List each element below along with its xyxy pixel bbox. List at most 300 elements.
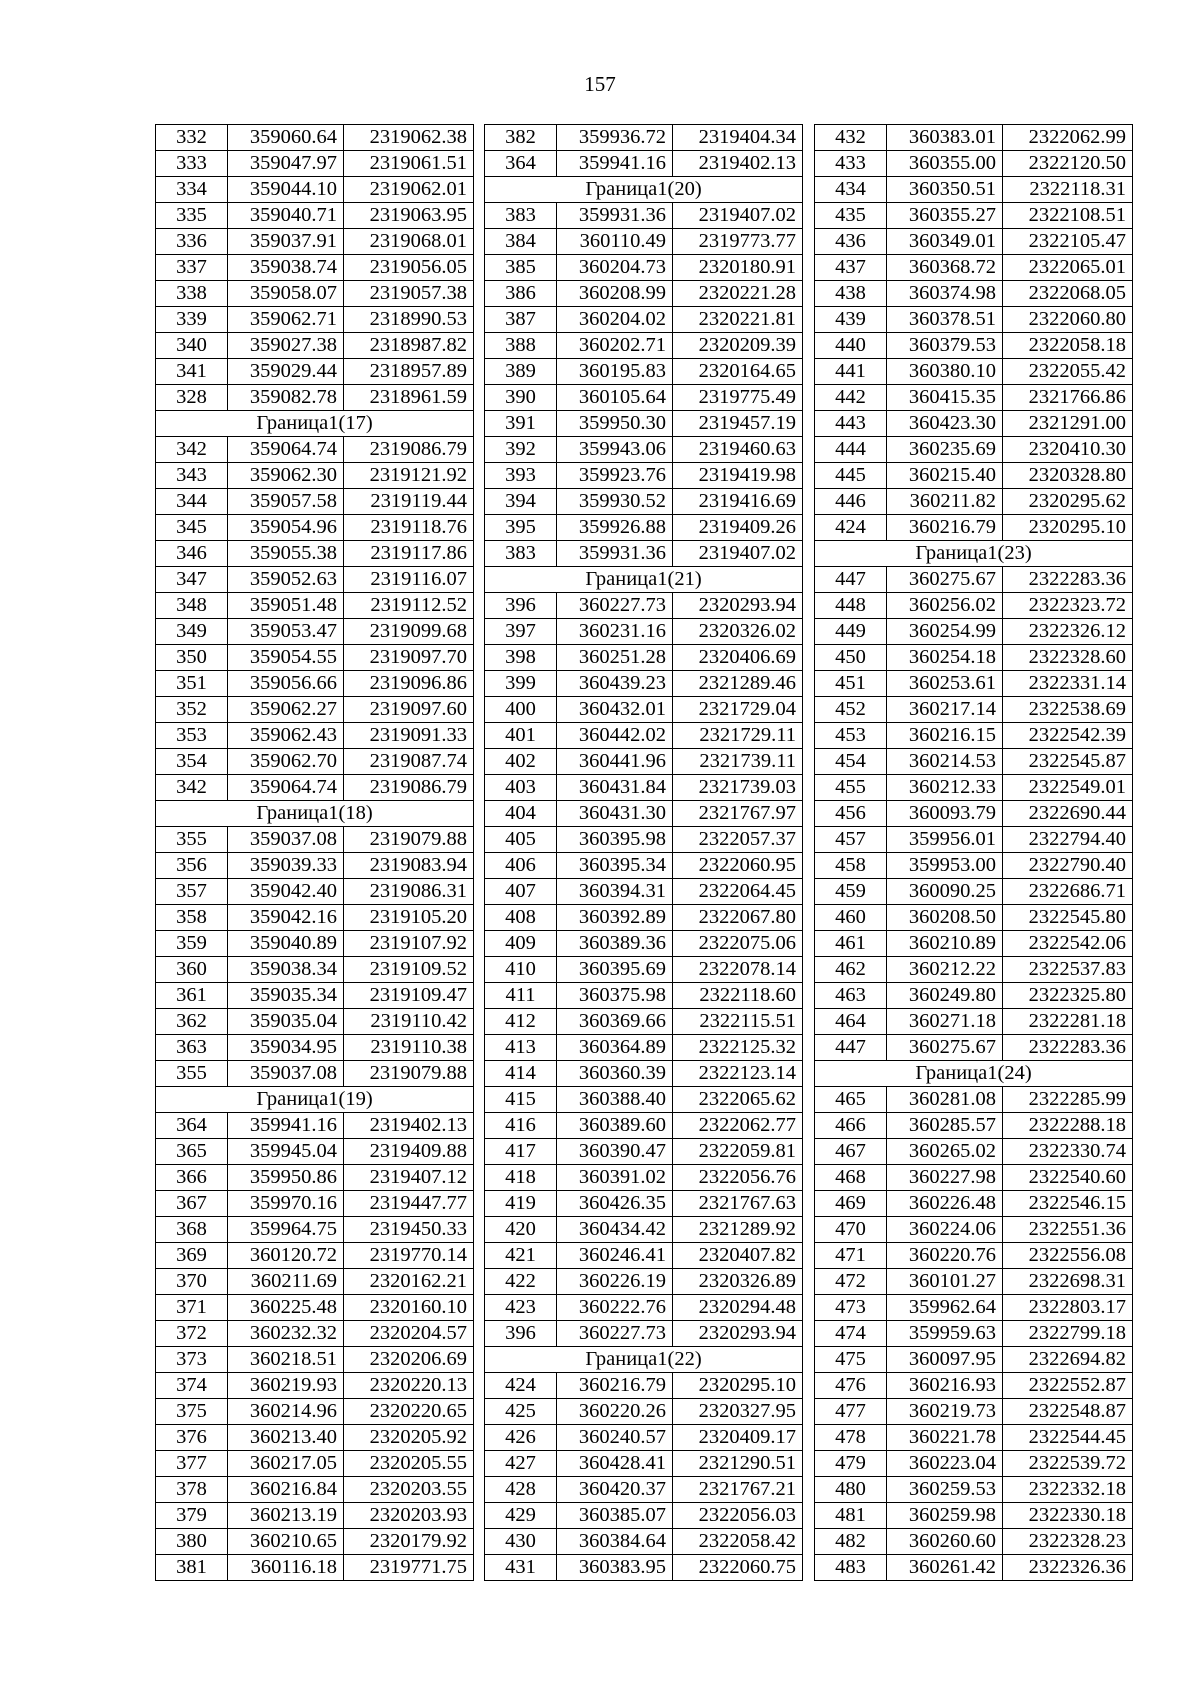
point-number: 337	[156, 255, 228, 281]
y-coordinate: 2320328.80	[1003, 463, 1133, 489]
table-row	[485, 1295, 803, 1321]
x-coordinate: 360259.98	[887, 1503, 1003, 1529]
y-coordinate: 2319105.20	[344, 905, 474, 931]
table-row	[485, 1139, 803, 1165]
y-coordinate: 2322065.62	[673, 1087, 803, 1113]
x-coordinate: 359923.76	[557, 463, 673, 489]
x-coordinate: 359037.08	[228, 827, 344, 853]
x-coordinate: 359950.86	[228, 1165, 344, 1191]
y-coordinate: 2319096.86	[344, 671, 474, 697]
table-row	[485, 463, 803, 489]
boundary-header: Граница1(24)	[815, 1061, 1133, 1087]
x-coordinate: 360275.67	[887, 1035, 1003, 1061]
y-coordinate: 2321739.11	[673, 749, 803, 775]
point-number: 372	[156, 1321, 228, 1347]
table-row	[156, 1035, 474, 1061]
x-coordinate: 360395.98	[557, 827, 673, 853]
table-row	[815, 411, 1133, 437]
x-coordinate: 360426.35	[557, 1191, 673, 1217]
table-row	[485, 931, 803, 957]
x-coordinate: 360369.66	[557, 1009, 673, 1035]
y-coordinate: 2319083.94	[344, 853, 474, 879]
x-coordinate: 360216.93	[887, 1373, 1003, 1399]
y-coordinate: 2320406.69	[673, 645, 803, 671]
x-coordinate: 360212.33	[887, 775, 1003, 801]
table-row	[815, 1269, 1133, 1295]
table-row	[815, 567, 1133, 593]
point-number: 376	[156, 1425, 228, 1451]
table-row	[485, 1061, 803, 1087]
y-coordinate: 2322055.42	[1003, 359, 1133, 385]
table-row	[156, 1061, 474, 1087]
y-coordinate: 2322331.14	[1003, 671, 1133, 697]
point-number: 409	[485, 931, 557, 957]
point-number: 368	[156, 1217, 228, 1243]
point-number: 398	[485, 645, 557, 671]
table-row	[815, 437, 1133, 463]
point-number: 440	[815, 333, 887, 359]
y-coordinate: 2319447.77	[344, 1191, 474, 1217]
table-row	[815, 1451, 1133, 1477]
y-coordinate: 2318957.89	[344, 359, 474, 385]
table-row	[156, 827, 474, 853]
x-coordinate: 359959.63	[887, 1321, 1003, 1347]
boundary-header: Граница1(20)	[485, 177, 803, 203]
y-coordinate: 2322056.03	[673, 1503, 803, 1529]
point-number: 405	[485, 827, 557, 853]
y-coordinate: 2322690.44	[1003, 801, 1133, 827]
y-coordinate: 2322060.75	[673, 1555, 803, 1581]
point-number: 371	[156, 1295, 228, 1321]
point-number: 444	[815, 437, 887, 463]
table-row	[485, 255, 803, 281]
y-coordinate: 2322545.87	[1003, 749, 1133, 775]
x-coordinate: 359042.40	[228, 879, 344, 905]
y-coordinate: 2322281.18	[1003, 1009, 1133, 1035]
table-row	[815, 1217, 1133, 1243]
table-row	[485, 645, 803, 671]
point-number: 471	[815, 1243, 887, 1269]
x-coordinate: 360216.84	[228, 1477, 344, 1503]
x-coordinate: 359057.58	[228, 489, 344, 515]
point-number: 417	[485, 1139, 557, 1165]
point-number: 352	[156, 697, 228, 723]
point-number: 421	[485, 1243, 557, 1269]
table-row	[156, 541, 474, 567]
y-coordinate: 2319109.52	[344, 957, 474, 983]
point-number: 429	[485, 1503, 557, 1529]
boundary-header-row	[815, 541, 1133, 567]
x-coordinate: 359936.72	[557, 125, 673, 151]
table-row	[156, 957, 474, 983]
y-coordinate: 2318990.53	[344, 307, 474, 333]
table-row	[485, 359, 803, 385]
point-number: 430	[485, 1529, 557, 1555]
y-coordinate: 2320180.91	[673, 255, 803, 281]
y-coordinate: 2322323.72	[1003, 593, 1133, 619]
y-coordinate: 2322790.40	[1003, 853, 1133, 879]
x-coordinate: 359054.96	[228, 515, 344, 541]
x-coordinate: 360428.41	[557, 1451, 673, 1477]
point-number: 358	[156, 905, 228, 931]
point-number: 361	[156, 983, 228, 1009]
point-number: 363	[156, 1035, 228, 1061]
x-coordinate: 360254.18	[887, 645, 1003, 671]
table-row	[485, 1477, 803, 1503]
table-row	[485, 1451, 803, 1477]
x-coordinate: 359956.01	[887, 827, 1003, 853]
y-coordinate: 2319063.95	[344, 203, 474, 229]
table-row	[485, 1373, 803, 1399]
y-coordinate: 2320179.92	[344, 1529, 474, 1555]
table-row	[485, 203, 803, 229]
y-coordinate: 2319419.98	[673, 463, 803, 489]
x-coordinate: 360254.99	[887, 619, 1003, 645]
boundary-header-row	[156, 411, 474, 437]
table-row	[815, 1425, 1133, 1451]
point-number: 346	[156, 541, 228, 567]
point-number: 391	[485, 411, 557, 437]
table-row	[156, 1399, 474, 1425]
y-coordinate: 2319086.79	[344, 437, 474, 463]
table-row	[815, 723, 1133, 749]
point-number: 443	[815, 411, 887, 437]
table-row	[815, 281, 1133, 307]
table-row	[156, 203, 474, 229]
point-number: 393	[485, 463, 557, 489]
point-number: 434	[815, 177, 887, 203]
page-number: 157	[584, 72, 616, 96]
table-row	[156, 1243, 474, 1269]
point-number: 420	[485, 1217, 557, 1243]
table-row	[815, 125, 1133, 151]
x-coordinate: 360210.89	[887, 931, 1003, 957]
point-number: 384	[485, 229, 557, 255]
x-coordinate: 359029.44	[228, 359, 344, 385]
x-coordinate: 359034.95	[228, 1035, 344, 1061]
point-number: 436	[815, 229, 887, 255]
x-coordinate: 360261.42	[887, 1555, 1003, 1581]
point-number: 336	[156, 229, 228, 255]
x-coordinate: 360223.04	[887, 1451, 1003, 1477]
y-coordinate: 2319407.02	[673, 541, 803, 567]
table-row	[815, 749, 1133, 775]
table-row	[485, 437, 803, 463]
x-coordinate: 359037.08	[228, 1061, 344, 1087]
point-number: 465	[815, 1087, 887, 1113]
table-row	[156, 1477, 474, 1503]
point-number: 379	[156, 1503, 228, 1529]
table-row	[815, 1035, 1133, 1061]
y-coordinate: 2320327.95	[673, 1399, 803, 1425]
point-number: 433	[815, 151, 887, 177]
boundary-header: Граница1(23)	[815, 541, 1133, 567]
table-row	[156, 905, 474, 931]
x-coordinate: 360120.72	[228, 1243, 344, 1269]
table-row	[156, 1347, 474, 1373]
point-number: 343	[156, 463, 228, 489]
x-coordinate: 360101.27	[887, 1269, 1003, 1295]
y-coordinate: 2322283.36	[1003, 1035, 1133, 1061]
table-row	[485, 1399, 803, 1425]
y-coordinate: 2322542.06	[1003, 931, 1133, 957]
y-coordinate: 2320295.10	[1003, 515, 1133, 541]
y-coordinate: 2319061.51	[344, 151, 474, 177]
y-coordinate: 2322065.01	[1003, 255, 1133, 281]
y-coordinate: 2319110.42	[344, 1009, 474, 1035]
x-coordinate: 359931.36	[557, 203, 673, 229]
point-number: 445	[815, 463, 887, 489]
table-row	[815, 151, 1133, 177]
point-number: 406	[485, 853, 557, 879]
x-coordinate: 360260.60	[887, 1529, 1003, 1555]
point-number: 478	[815, 1425, 887, 1451]
y-coordinate: 2319119.44	[344, 489, 474, 515]
table-row	[485, 749, 803, 775]
x-coordinate: 359945.04	[228, 1139, 344, 1165]
y-coordinate: 2322551.36	[1003, 1217, 1133, 1243]
y-coordinate: 2319086.79	[344, 775, 474, 801]
point-number: 437	[815, 255, 887, 281]
point-number: 482	[815, 1529, 887, 1555]
table-row	[815, 203, 1133, 229]
y-coordinate: 2322078.14	[673, 957, 803, 983]
y-coordinate: 2321739.03	[673, 775, 803, 801]
x-coordinate: 360220.26	[557, 1399, 673, 1425]
table-row	[485, 1087, 803, 1113]
table-row	[815, 1529, 1133, 1555]
x-coordinate: 360383.01	[887, 125, 1003, 151]
y-coordinate: 2321729.04	[673, 697, 803, 723]
x-coordinate: 360215.40	[887, 463, 1003, 489]
boundary-header-row	[156, 801, 474, 827]
point-number: 451	[815, 671, 887, 697]
y-coordinate: 2320326.02	[673, 619, 803, 645]
y-coordinate: 2322330.18	[1003, 1503, 1133, 1529]
x-coordinate: 360097.95	[887, 1347, 1003, 1373]
point-number: 394	[485, 489, 557, 515]
x-coordinate: 360395.34	[557, 853, 673, 879]
x-coordinate: 360246.41	[557, 1243, 673, 1269]
point-number: 342	[156, 437, 228, 463]
x-coordinate: 360374.98	[887, 281, 1003, 307]
x-coordinate: 360423.30	[887, 411, 1003, 437]
y-coordinate: 2319775.49	[673, 385, 803, 411]
y-coordinate: 2319404.34	[673, 125, 803, 151]
x-coordinate: 360379.53	[887, 333, 1003, 359]
y-coordinate: 2319057.38	[344, 281, 474, 307]
table-row	[815, 775, 1133, 801]
point-number: 401	[485, 723, 557, 749]
point-number: 454	[815, 749, 887, 775]
point-number: 328	[156, 385, 228, 411]
y-coordinate: 2322542.39	[1003, 723, 1133, 749]
x-coordinate: 360388.40	[557, 1087, 673, 1113]
x-coordinate: 359062.30	[228, 463, 344, 489]
y-coordinate: 2322548.87	[1003, 1399, 1133, 1425]
table-row	[156, 437, 474, 463]
y-coordinate: 2321290.51	[673, 1451, 803, 1477]
table-row	[156, 567, 474, 593]
x-coordinate: 359038.74	[228, 255, 344, 281]
table-row	[815, 177, 1133, 203]
point-number: 457	[815, 827, 887, 853]
table-row	[156, 983, 474, 1009]
y-coordinate: 2319087.74	[344, 749, 474, 775]
boundary-header: Граница1(17)	[156, 411, 474, 437]
x-coordinate: 359042.16	[228, 905, 344, 931]
y-coordinate: 2319079.88	[344, 1061, 474, 1087]
point-number: 428	[485, 1477, 557, 1503]
point-number: 392	[485, 437, 557, 463]
x-coordinate: 359038.34	[228, 957, 344, 983]
table-row	[156, 879, 474, 905]
x-coordinate: 359062.43	[228, 723, 344, 749]
x-coordinate: 359051.48	[228, 593, 344, 619]
point-number: 396	[485, 1321, 557, 1347]
point-number: 378	[156, 1477, 228, 1503]
y-coordinate: 2319773.77	[673, 229, 803, 255]
y-coordinate: 2319062.38	[344, 125, 474, 151]
x-coordinate: 359930.52	[557, 489, 673, 515]
table-row	[815, 1373, 1133, 1399]
point-number: 460	[815, 905, 887, 931]
table-row	[485, 1113, 803, 1139]
y-coordinate: 2320205.55	[344, 1451, 474, 1477]
y-coordinate: 2320205.92	[344, 1425, 474, 1451]
table-row	[156, 1217, 474, 1243]
point-number: 340	[156, 333, 228, 359]
table-row	[485, 1243, 803, 1269]
x-coordinate: 359950.30	[557, 411, 673, 437]
table-row	[156, 1503, 474, 1529]
table-row	[815, 463, 1133, 489]
table-row	[485, 983, 803, 1009]
point-number: 419	[485, 1191, 557, 1217]
point-number: 415	[485, 1087, 557, 1113]
point-number: 381	[156, 1555, 228, 1581]
table-row	[815, 333, 1133, 359]
y-coordinate: 2320220.65	[344, 1399, 474, 1425]
table-row	[485, 619, 803, 645]
x-coordinate: 360384.64	[557, 1529, 673, 1555]
table-row	[815, 801, 1133, 827]
boundary-header-row	[485, 567, 803, 593]
point-number: 423	[485, 1295, 557, 1321]
table-row	[485, 1035, 803, 1061]
y-coordinate: 2321767.97	[673, 801, 803, 827]
y-coordinate: 2319099.68	[344, 619, 474, 645]
x-coordinate: 360380.10	[887, 359, 1003, 385]
point-number: 450	[815, 645, 887, 671]
point-number: 338	[156, 281, 228, 307]
boundary-header-row	[815, 1061, 1133, 1087]
table-row	[485, 229, 803, 255]
y-coordinate: 2320295.62	[1003, 489, 1133, 515]
y-coordinate: 2322059.81	[673, 1139, 803, 1165]
y-coordinate: 2319068.01	[344, 229, 474, 255]
table-row	[156, 1191, 474, 1217]
x-coordinate: 360249.80	[887, 983, 1003, 1009]
table-row	[815, 359, 1133, 385]
x-coordinate: 360439.23	[557, 671, 673, 697]
point-number: 380	[156, 1529, 228, 1555]
point-number: 476	[815, 1373, 887, 1399]
x-coordinate: 359052.63	[228, 567, 344, 593]
table-row	[156, 1269, 474, 1295]
x-coordinate: 360235.69	[887, 437, 1003, 463]
table-row	[815, 1477, 1133, 1503]
table-row	[156, 775, 474, 801]
point-number: 348	[156, 593, 228, 619]
x-coordinate: 360271.18	[887, 1009, 1003, 1035]
point-number: 347	[156, 567, 228, 593]
table-row	[156, 749, 474, 775]
table-row	[485, 151, 803, 177]
y-coordinate: 2319450.33	[344, 1217, 474, 1243]
table-row	[156, 151, 474, 177]
table-row	[815, 307, 1133, 333]
point-number: 448	[815, 593, 887, 619]
point-number: 479	[815, 1451, 887, 1477]
point-number: 464	[815, 1009, 887, 1035]
table-row	[815, 1243, 1133, 1269]
x-coordinate: 359962.64	[887, 1295, 1003, 1321]
point-number: 410	[485, 957, 557, 983]
table-row	[815, 1139, 1133, 1165]
point-number: 461	[815, 931, 887, 957]
point-number: 355	[156, 827, 228, 853]
boundary-header: Граница1(19)	[156, 1087, 474, 1113]
x-coordinate: 359082.78	[228, 385, 344, 411]
y-coordinate: 2322537.83	[1003, 957, 1133, 983]
point-number: 474	[815, 1321, 887, 1347]
y-coordinate: 2322799.18	[1003, 1321, 1133, 1347]
x-coordinate: 360432.01	[557, 697, 673, 723]
x-coordinate: 360375.98	[557, 983, 673, 1009]
x-coordinate: 360275.67	[887, 567, 1003, 593]
point-number: 341	[156, 359, 228, 385]
y-coordinate: 2322125.32	[673, 1035, 803, 1061]
y-coordinate: 2319407.02	[673, 203, 803, 229]
x-coordinate: 359064.74	[228, 775, 344, 801]
table-row	[156, 697, 474, 723]
point-number: 350	[156, 645, 228, 671]
table-row	[485, 385, 803, 411]
point-number: 480	[815, 1477, 887, 1503]
x-coordinate: 360211.82	[887, 489, 1003, 515]
x-coordinate: 360431.84	[557, 775, 673, 801]
x-coordinate: 359931.36	[557, 541, 673, 567]
point-number: 355	[156, 1061, 228, 1087]
point-number: 389	[485, 359, 557, 385]
point-number: 360	[156, 957, 228, 983]
boundary-header-row	[485, 177, 803, 203]
y-coordinate: 2322538.69	[1003, 697, 1133, 723]
y-coordinate: 2322058.18	[1003, 333, 1133, 359]
y-coordinate: 2322803.17	[1003, 1295, 1133, 1321]
point-number: 469	[815, 1191, 887, 1217]
x-coordinate: 360349.01	[887, 229, 1003, 255]
y-coordinate: 2319097.70	[344, 645, 474, 671]
table-row	[156, 1295, 474, 1321]
x-coordinate: 360216.79	[557, 1373, 673, 1399]
x-coordinate: 360225.48	[228, 1295, 344, 1321]
x-coordinate: 359062.70	[228, 749, 344, 775]
y-coordinate: 2321729.11	[673, 723, 803, 749]
table-row	[485, 281, 803, 307]
point-number: 399	[485, 671, 557, 697]
